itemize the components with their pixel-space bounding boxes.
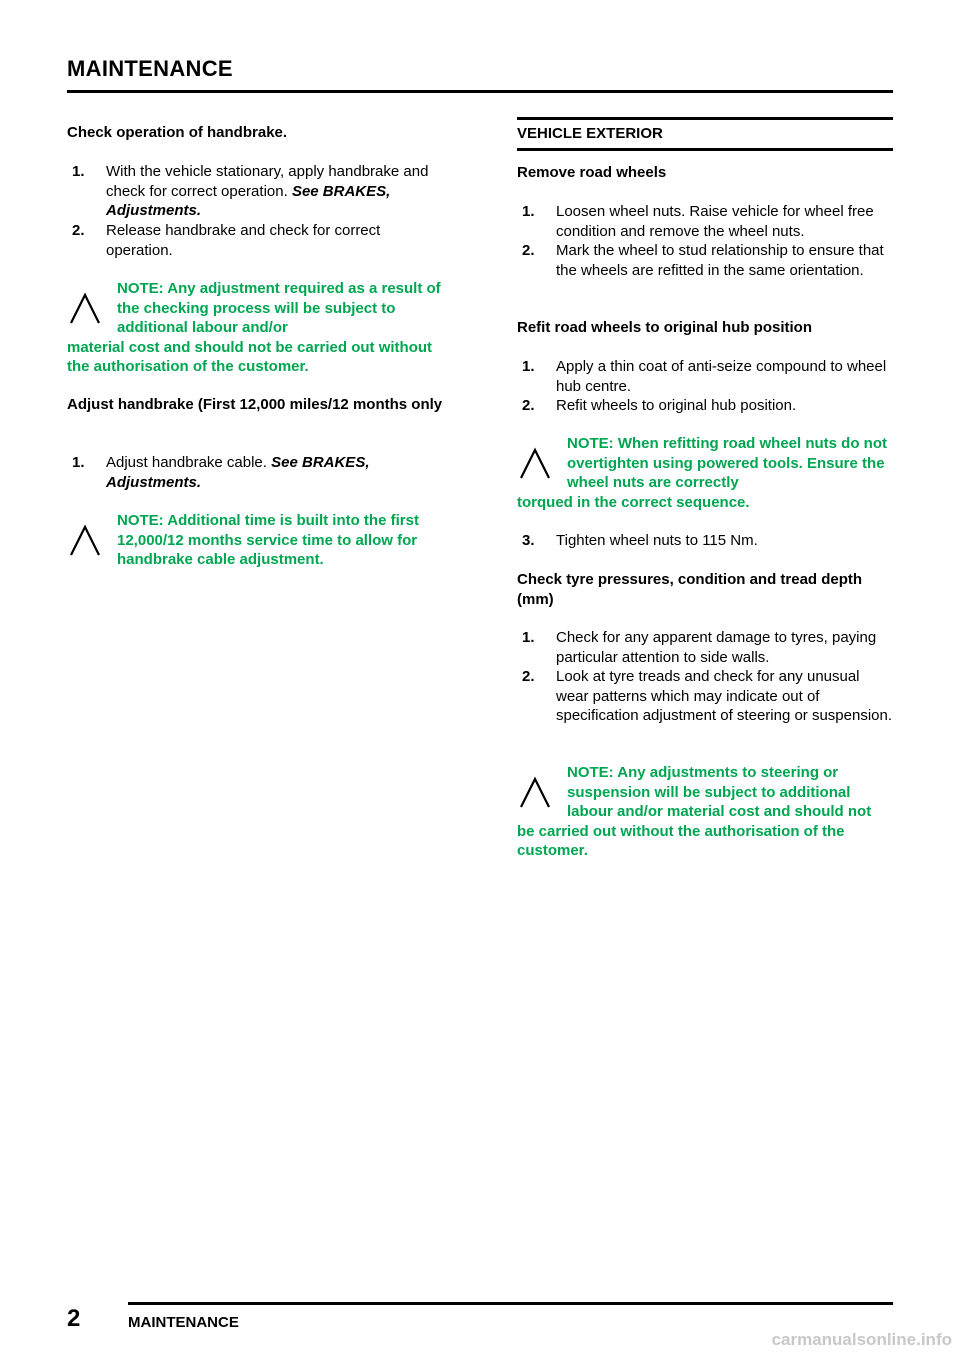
- step-text: Mark the wheel to stud relationship to ensure that the wheels are refitted in the same orientation.: [556, 242, 884, 279]
- step-number: 1.: [72, 454, 85, 471]
- step-number: 1.: [72, 163, 85, 180]
- adjust-handbrake-heading: Adjust handbrake (First 12,000 miles/12 months only: [67, 396, 443, 413]
- step-number: 2.: [522, 668, 535, 685]
- step-text: Release handbrake and check for correct operation.: [106, 222, 381, 259]
- brakes-adjustments-reference[interactable]: See BRAKES, Adjustments.: [106, 182, 391, 219]
- step-text: Look at tyre treads and check for any unusual wear patterns which may indicate out of specification adjustment of steering or suspension.: [556, 668, 893, 724]
- step-text: Apply a thin coat of anti-seize compound to wheel hub centre.: [556, 358, 887, 395]
- tyre-check-heading: Check tyre pressures, condition and tread depth (mm): [517, 571, 863, 608]
- section-title: VEHICLE EXTERIOR: [517, 125, 663, 142]
- note-additional-time: NOTE: Additional time is built into the first 12,000/12 months service time to allow for handbrake cable adjustment.: [117, 512, 419, 568]
- header-rule: [67, 90, 893, 93]
- note-adjustment-cost: NOTE: Any adjustment required as a result of the checking process will be subject to additional labour and/or material cost and should not be carried out without the authorisation of the customer.: [67, 280, 441, 375]
- step-number: 2.: [72, 222, 85, 239]
- step-text: Refit wheels to original hub position.: [556, 397, 797, 414]
- step-number: 1.: [522, 358, 535, 375]
- footer-rule: [128, 1302, 893, 1305]
- step-number: 2.: [522, 397, 535, 414]
- step-number: 2.: [522, 242, 535, 259]
- watermark: carmanualsonline.info: [771, 1330, 952, 1349]
- refit-wheels-heading: Refit road wheels to original hub position: [517, 319, 813, 336]
- step-text: With the vehicle stationary, apply handbrake and check for correct operation. See BRAKES, Adjustments.: [106, 163, 429, 219]
- step-text: Tighten wheel nuts to 115 Nm.: [556, 532, 758, 549]
- page-title: MAINTENANCE: [67, 56, 233, 81]
- note-wheel-nuts: NOTE: When refitting road wheel nuts do not overtighten using powered tools. Ensure the wheel nuts are correctly torqued in the correct sequence.: [517, 435, 887, 511]
- footer-title: MAINTENANCE: [128, 1314, 239, 1331]
- page-number: 2: [67, 1305, 81, 1332]
- step-text: Loosen wheel nuts. Raise vehicle for wheel free condition and remove the wheel nuts.: [556, 203, 874, 240]
- step-text: Check for any apparent damage to tyres, paying particular attention to side walls.: [556, 629, 877, 666]
- note-steering-suspension: NOTE: Any adjustments to steering or suspension will be subject to additional labour and/or material cost and should not be carried out without the authorisation of the customer.: [517, 764, 872, 859]
- step-number: 1.: [522, 203, 535, 220]
- step-text: Adjust handbrake cable. See BRAKES, Adjustments.: [106, 454, 370, 491]
- handbrake-check-heading: Check operation of handbrake.: [67, 124, 288, 141]
- section-rule-bottom: [517, 148, 893, 151]
- section-rule-top: [517, 117, 893, 120]
- remove-wheels-heading: Remove road wheels: [517, 164, 667, 181]
- step-number: 1.: [522, 629, 535, 646]
- brakes-adjustments-reference[interactable]: See BRAKES, Adjustments.: [106, 454, 370, 491]
- step-number: 3.: [522, 532, 535, 549]
